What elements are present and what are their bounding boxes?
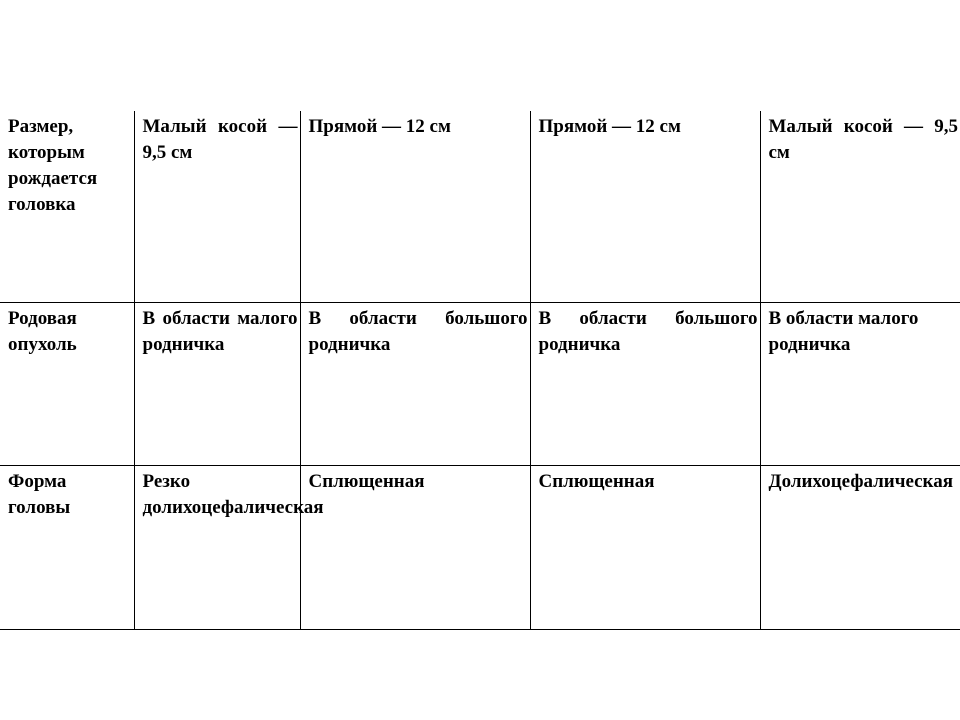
table-row: [0, 111, 960, 303]
row-label: Форма головы: [0, 466, 134, 630]
table-cell: Сплющенная: [530, 466, 760, 630]
table-cell: Прямой — 12 см: [530, 111, 760, 303]
comparison-table: [0, 111, 960, 630]
table-cell: Долихоцефалическая: [760, 466, 960, 630]
table-cell: Прямой — 12 см: [300, 111, 530, 303]
table-cell: Сплющенная: [300, 466, 530, 630]
row-label: Родовая опухоль: [0, 303, 134, 466]
table-cell: В области малого родничка: [134, 303, 300, 466]
table-cell: В области малого родничка: [760, 303, 960, 466]
table-cell: Резко долихоцефалическая: [134, 466, 300, 630]
row-label: Размер, которым рождается головка: [0, 111, 134, 303]
table-row: [0, 466, 960, 630]
table-cell: Малый косой — 9,5 см: [760, 111, 960, 303]
table-cell: В области большого родничка: [300, 303, 530, 466]
table-row: [0, 303, 960, 466]
table-cell: В области большого родничка: [530, 303, 760, 466]
table-cell: Малый косой — 9,5 см: [134, 111, 300, 303]
